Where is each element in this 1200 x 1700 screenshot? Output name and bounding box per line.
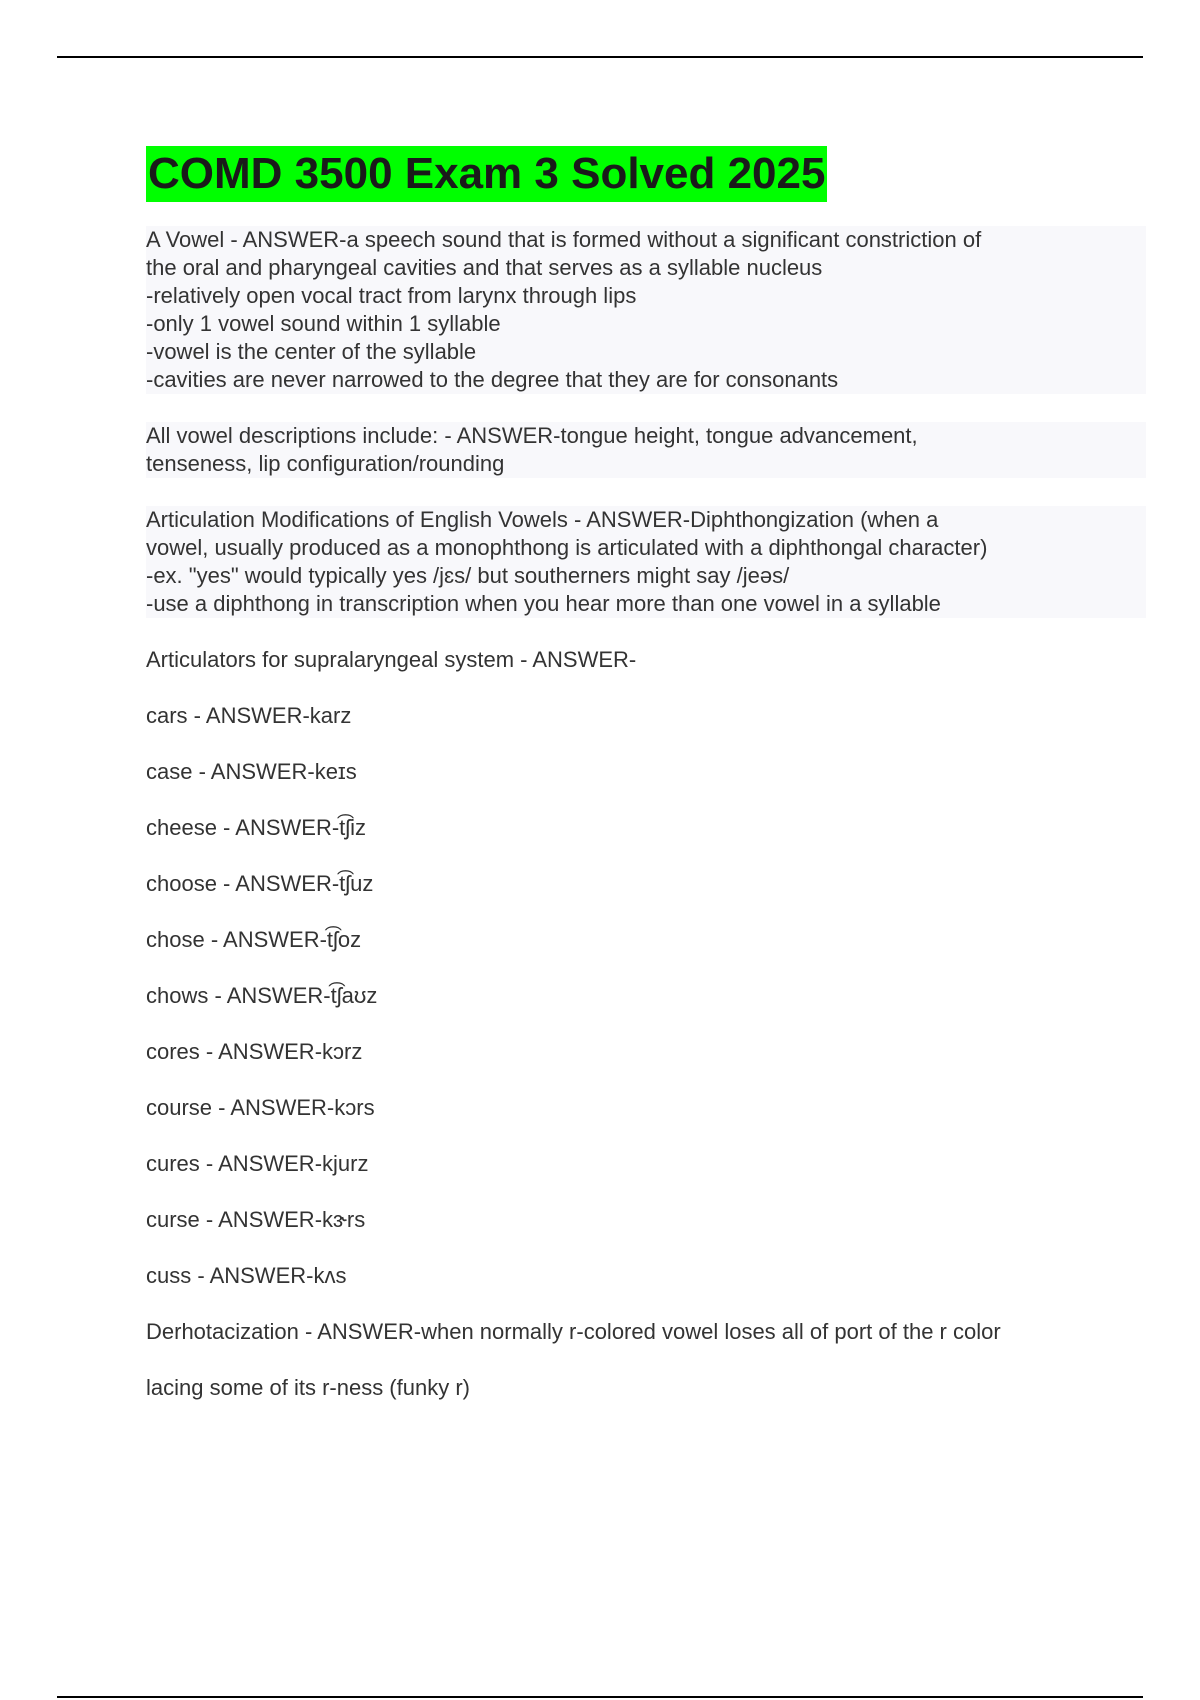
qa-entry-cures [146, 1150, 1146, 1178]
entry-line: A Vowel - ANSWER-a speech sound that is formed without a significant constriction of [146, 226, 1146, 254]
entry-line: Derhotacization - ANSWER-when normally r-colored vowel loses all of port of the r color [146, 1319, 1001, 1344]
qa-entry-course [146, 1094, 1146, 1122]
entry-line: cars - ANSWER-karz [146, 703, 352, 728]
entry-line: chows - ANSWER-t͡ʃaʊz [146, 983, 378, 1008]
entry-line: case - ANSWER-keɪs [146, 759, 357, 784]
entry-line: Articulation Modifications of English Vowels - ANSWER-Diphthongization (when a [146, 506, 1146, 534]
qa-entry-vowel-descriptions [146, 422, 1146, 478]
entry-line: choose - ANSWER-t͡ʃuz [146, 871, 374, 896]
qa-entry-cheese [146, 814, 1146, 842]
entry-line: curse - ANSWER-kɝrs [146, 1207, 366, 1232]
qa-entry-chows [146, 982, 1146, 1010]
entry-line: course - ANSWER-kɔrs [146, 1095, 375, 1120]
entry-line: cures - ANSWER-kjurz [146, 1151, 369, 1176]
entry-line: -ex. "yes" would typically yes /jɛs/ but southerners might say /jeəs/ [146, 562, 1146, 590]
entry-line: cheese - ANSWER-t͡ʃiz [146, 815, 367, 840]
entry-line: chose - ANSWER-t͡ʃoz [146, 927, 362, 952]
qa-entry-derhotacization [146, 1318, 1146, 1346]
qa-entry-cars [146, 702, 1146, 730]
qa-entry-curse [146, 1206, 1146, 1234]
entry-line: -vowel is the center of the syllable [146, 338, 1146, 366]
entry-line: vowel, usually produced as a monophthong is articulated with a diphthongal character) [146, 534, 1146, 562]
qa-entry-articulation-modifications [146, 506, 1146, 618]
title-block [146, 146, 827, 202]
entry-line: All vowel descriptions include: - ANSWER-tongue height, tongue advancement, [146, 422, 1146, 450]
qa-entry-articulators [146, 646, 1146, 674]
entry-line: Articulators for supralaryngeal system - ANSWER- [146, 647, 637, 672]
entry-line: lacing some of its r-ness (funky r) [146, 1375, 470, 1400]
entry-line: -cavities are never narrowed to the degree that they are for consonants [146, 366, 1146, 394]
qa-entry-case [146, 758, 1146, 786]
entry-line: tenseness, lip configuration/rounding [146, 450, 1146, 478]
header-rule [57, 56, 1143, 58]
qa-content [146, 226, 1146, 1430]
qa-entry-vowel [146, 226, 1146, 394]
document-title: COMD 3500 Exam 3 Solved 2025 [146, 146, 827, 202]
entry-line: cuss - ANSWER-kʌs [146, 1263, 347, 1288]
qa-entry-cuss [146, 1262, 1146, 1290]
entry-line: cores - ANSWER-kɔrz [146, 1039, 363, 1064]
qa-entry-choose [146, 870, 1146, 898]
qa-entry-continuation [146, 1374, 1146, 1402]
entry-line: -use a diphthong in transcription when you hear more than one vowel in a syllable [146, 590, 1146, 618]
entry-line: the oral and pharyngeal cavities and that serves as a syllable nucleus [146, 254, 1146, 282]
entry-line: -only 1 vowel sound within 1 syllable [146, 310, 1146, 338]
footer-rule [57, 1696, 1143, 1698]
qa-entry-cores [146, 1038, 1146, 1066]
qa-entry-chose [146, 926, 1146, 954]
entry-line: -relatively open vocal tract from larynx through lips [146, 282, 1146, 310]
